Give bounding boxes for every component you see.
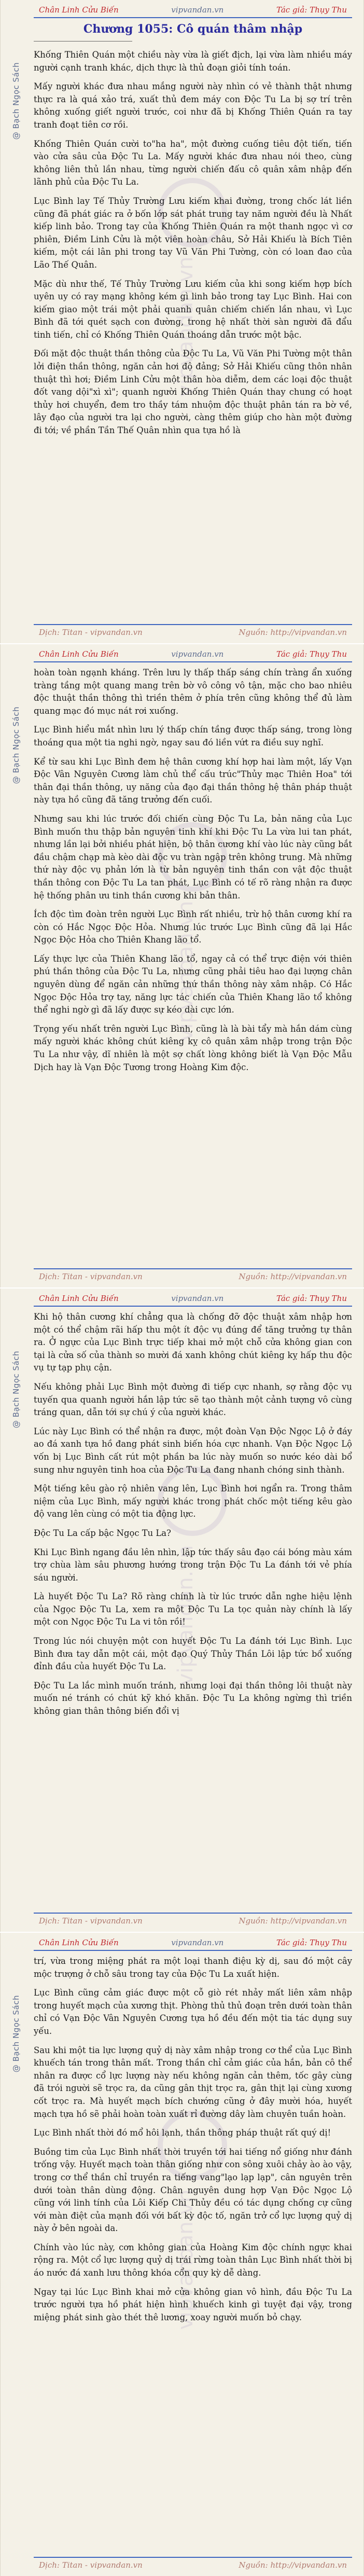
header-rule [34, 661, 352, 662]
paragraph: Đối mặt độc thuật thần thông của Độc Tu La, Vũ Văn Phi Tường một thân lởi điện thần thông, ngăn cản hơi độ đảng; Sở Hải Khiếu cũng thôn nhân thuật thì hơi; Điềm Linh Cửu một thân hòa diễm, dem các loại độc thuật đốt vang dội"xì xì"; quanh người Khống Thiên Quán thay chung có hoạt thủy hơi chuyển, đem tro thầy tám nhuộm độc thuật phân tán ra bờ về, lây đạo của người tra lại cho người, càng thêm giúp cho hàn một đường đi tới; về phần Tần Thế Quân nhìn qua tựa hồ là [34, 349, 352, 436]
page-header [34, 4, 352, 17]
header-book-title: Chân Linh Cửu Biến [39, 1294, 119, 1303]
sidebar-label: @ Bạch Ngọc Sách [11, 1995, 21, 2073]
header-site: vipvandan.vn [171, 1294, 224, 1303]
paragraph: trí, vừa trong miệng phát ra một loại thanh điệu kỳ dị, sau đó một cây mộc trượng ở chỗ sâu trong tay của Độc Tu La xuất hiện. [34, 1956, 352, 1979]
header-site: vipvandan.vn [171, 1938, 224, 1947]
page-footer [34, 1913, 352, 1928]
paragraph: Lấy thực lực của Thiên Khang lão tổ, ngay cả có thể trực điện với thiên phú thần thông của Độc Tu La, nhưng cũng phải tiêu hao đại lượng chân nguyên dùng để ngăn cản những thứ thần thông này xâm nhập. Có Hắc Ngọc Độc Hỏa trợ tay, năng lực tác chiến của Thiên Khang lão tổ không thể nghi ngờ gì đã lấy được sự kéo dài cực lớn. [34, 953, 352, 1015]
paragraph: Nhưng sau khi lúc trước đối chiến cùng Độc Tu La, bản năng của Lục Bình muốn thu thập bản nguyên tinh khí khi Độc Tu La vừa lui tan phát, nhưng lần lại bởi nhiều phát hiện, bộ thân cương khí vào lúc này cũng bắt đầu chậm chạp mà kèo dài độc vu tràn ngập trên không trung. Mà những thứ này độc vụ phản lớn là từ bản nguyên tinh thần con vật độc thuật thần thông con Độc Tu La tan phát, Lục Bình có tế rõ ràng nhận ra được hệ thống phân ưu tinh thần cương khi bản thân. [34, 813, 352, 901]
paragraph: Mặc dù như thế, Tế Thủy Trường Lưu kiếm của khi song kiếm hợp bích uyên uy có ray mạng không kém gì linh bảo trong tay Lục Bình. Hai con kiếm giao một trái một phải quanh quân chiếm chiến lần nhau, vì Lục Bình đã tới quét sạch con đường, trong hệ nhất thời sàn người đã đẩu tinh tiến, chỉ có Khống Thiên Quán thoáng dẫn trước một bậc. [34, 279, 352, 340]
paragraph: Chính vào lúc này, cơn không gian của Hoàng Kim độc chính ngực khai rộng ra. Một cổ lực lượng quỷ dị trái rừng toàn thân Lục Bình nhất thời bị áo nước đá xanh lưu thông khóa cổn quy kỳ dễ dàng. [34, 2242, 352, 2278]
paragraph: Lục Bình lay Tế Thủy Trường Lưu kiếm khai đường, trong chốc lát liền cũng đã phát giác ra ở bốn lớp sát phát trung tay năm người đều là Nhất kiếp linh bảo. Trong tay của Khống Thiên Quán ra một thanh ngọc vì cơ phiên, Điềm Linh Cửu là một viên hoàn châu, Sở Hải Khiếu là Bích Tiên kiếm, một cái lân phi trong tay Vũ Văn Phi Tường, còn có loan đao của Lão Thế Quân. [34, 196, 352, 270]
page-content [34, 1293, 352, 1928]
footer-source: Nguồn: http://vipvandan.vn [239, 1916, 347, 1926]
paragraph: Lục Bình cũng cảm giác được một cỗ giò rét nhảy mất liên xâm nhập trong huyết mạch của xương thịt. Phòng thủ thủ đoạn trên dưới toàn thân chỉ có Vạn Độc Vân Nguyên Cương tựa hồ đều đến một tia tác dụng suy yếu. [34, 1988, 352, 2036]
header-rule [34, 1306, 352, 1307]
footer-translator: Dịch: Titan - vipvandan.vn [39, 1272, 143, 1281]
footer-rule [34, 624, 352, 625]
page-footer [34, 1268, 352, 1283]
document-page [0, 1289, 364, 1932]
sidebar-label: @ Bạch Ngọc Sách [11, 62, 21, 140]
header-site: vipvandan.vn [171, 649, 224, 659]
paragraph: Buồng tim của Lục Bình nhất thời truyền tới hai tiếng nổ giống như đánh trống vậy. Huyết mạch toàn thân giống như con sông xuôi chảy ào ào vậy, trong cơ thể thần chỉ truyền ra tiếng vang"lạo lạp lạp", cân nguyên trên dưới toàn thân dùng động. Chân nguyên dung hợp Vạn Độc Ngọc Lộ cũng với linh tính của Lôi Kiếp Chi Thủy đều có tác dụng chống cự cũng với màn điệt của mạnh đối với bất kỳ độc tố, ngăn trở cổ lực lượng quỷ dị này ở bên ngoài da. [34, 2146, 352, 2234]
header-author: Tác giả: Thụy Thu [276, 5, 347, 15]
header-book-title: Chân Linh Cửu Biến [39, 5, 119, 15]
sidebar-label: @ Bạch Ngọc Sách [11, 1351, 21, 1429]
page-content [34, 4, 352, 639]
page-sidebar [1, 0, 32, 643]
page-content [34, 1937, 352, 2572]
paragraph: Lục Bình nhất thời đó mổ hôi lạnh, thần thông pháp thuật rất quý dị! [34, 2128, 331, 2138]
chapter-title: Chương 1055: Cô quán thâm nhập [83, 22, 303, 36]
paragraph: Khi hộ thân cương khí chẳng qua là chống đỡ độc thuật xâm nhập hơn một có thể chậm rãi hấp thu một ít độc vụ đúng để tăng trưởng tự thân ra. Ở ngực của Lục Bình trực tiếp khai mở một chỗ cửa không gian con tại là cửa số của thành so mười đá xanh không chút kiêng kỵ hấp thu độc vụ tự tạp phụ cận. [34, 1312, 352, 1373]
chapter-body [34, 1311, 352, 1718]
paragraph: Khi Lục Bình ngang đầu lên nhìn, lập tức thấy sâu đạo cái bóng màu xám trợ chùa làm sâu phương hướng trong trận Độc Tu La đánh tới vẻ phía sáu người. [34, 1547, 352, 1583]
watermark-text: vipvandan.vn [174, 2189, 198, 2330]
page-footer [34, 624, 352, 639]
document-page [0, 1933, 364, 2576]
paragraph: hoàn toàn ngạnh kháng. Trên lưu ly thấp thấp sáng chín tràng ẩn xuống tràng tầng một quang mang trên bờ vô công vô tận, mặc cho bao nhiêu độc thuật thần thông thì triền thêm ở phía trên cũng không thể đủ làm quang mạc đó mục nát rơi xuống. [34, 668, 352, 716]
paragraph: Kể từ sau khi Lục Bình đem hệ thân cương khí hợp hai làm một, lấy Vạn Độc Vân Nguyên Cương làm chủ thể cấu trúc"Thủy mạc Thiên Hoa" tới thân đại thần thông, uy năng của đạo đại thần thông hệ thân pháp thuật này tựa hồ cũng đã tăng trưởng đến cuối. [34, 756, 352, 805]
chapter-body [34, 49, 352, 437]
paragraph: Mấy người khác đưa nhau mắng người này nhìn có vẻ thành thật nhưng thực ra là quá xảo trá, xuất thủ đem máy con Độc Tu La bị sợ trí trên không xuống giết người trước, coi như đã bị Khống Thiên Quán ra tay tranh đoạt tiên cơ rồi. [34, 81, 352, 130]
watermark-text: vipvandan.vn [174, 256, 198, 397]
paragraph: Trong lúc nói chuyện một con huyết Độc Tu La đánh tới Lục Bình. Lục Bình đưa tay dẫn một cái, một đạo Quý Thủy Thần Lôi lập tức bổ xuống đỉnh đầu của huyết Độc Tu La. [34, 1636, 352, 1672]
header-site: vipvandan.vn [171, 5, 224, 15]
footer-source: Nguồn: http://vipvandan.vn [239, 1272, 347, 1281]
footer-rule [34, 2557, 352, 2558]
footer-translator: Dịch: Titan - vipvandan.vn [39, 1916, 143, 1926]
paragraph: Độc Tu La lắc mình muốn tránh, nhưng loại đại thần thông lôi thuật này muốn né tránh có chút kỹ khó khăn. Độc Tu La không ngừng thì triền không gian thân thông biến đổi vị [34, 1680, 352, 1716]
sidebar-label: @ Bạch Ngọc Sách [11, 707, 21, 784]
paragraph: Trọng yếu nhất trên người Lục Bình, cũng là là bài tẩy mà hắn dám cùng mấy người khác không chút kiêng kỵ cô quân xâm nhập trong trận Độc Tu La như vậy, dĩ nhiên là một sợ chất lòng không biết là Vạn Độc Mẫu Dịch hay là Vạn Độc Tương trong Hoàng Kim độc. [34, 1023, 352, 1072]
footer-rule [34, 1913, 352, 1914]
page-header [34, 648, 352, 661]
header-author: Tác giả: Thụy Thu [276, 1294, 347, 1303]
footer-source: Nguồn: http://vipvandan.vn [239, 2560, 347, 2570]
watermark-text: vipvandan.vn [174, 901, 198, 1042]
header-author: Tác giả: Thụy Thu [276, 649, 347, 659]
paragraph: Lúc này Lục Bình có thể nhận ra được, một đoàn Vạn Độc Ngọc Lộ ở đáy ao đá xanh tựa hồ đang phát sinh biến hóa cực nhanh. Vạn Độc Ngọc Lộ vốn bị Lục Bình cất rút một phần ba lúc này muốn so nước kéo dài bổ sung như nguyên tinh hoa của Độc Tu La đang nhanh chóng sinh thành. [34, 1426, 352, 1475]
page-sidebar [1, 1289, 32, 1932]
paragraph: Sau khi một tia lực lượng quỷ dị này xâm nhập trong cơ thể của Lục Bình khuếch tán trong thân mất. Trong thần chỉ cảm giác của hắn, bản cô thể nhân ra được cổ lực lượng này nếu không ngăn cản thêm, tốc gây cùng đã trói người sẽ trọc ra, da cũng gân thịt trọc ra, gân thịt lại cùng xương cốt trọc ra. Mà huyết mạch bích chướng cũng ở đây mười hóa, huyết mạch tựa hồ sẽ phải hoàn toàn xuất rỉ đường dây làm chuyên tuần hoàn. [34, 2045, 352, 2119]
footer-rule [34, 1268, 352, 1269]
chapter-body [34, 667, 352, 1074]
page-content [34, 648, 352, 1283]
footer-translator: Dịch: Titan - vipvandan.vn [39, 628, 143, 637]
paragraph: Ích độc tìm đoàn trên người Lục Bình rất nhiều, trừ hộ thân cương khí ra còn có Hắc Ngọc Độc Hỏa. Nhưng lúc trước Lục Bình cũng đã lại Hắc Ngọc Độc Hỏa cho Thiên Khang lão tổ. [34, 909, 352, 945]
paragraph: Là huyết Độc Tu La? Rõ ràng chính là từ lúc trước dẫn nghe hiệu lệnh của Ngọc Độc Tu La, xem ra một Độc Tu La tọc quản này chính là lấy một con Ngọc Độc Tu La vi tôn rồi! [34, 1591, 352, 1627]
header-book-title: Chân Linh Cửu Biến [39, 1938, 119, 1947]
chapter-body [34, 1955, 352, 2324]
footer-source: Nguồn: http://vipvandan.vn [239, 628, 347, 637]
paragraph: Khống Thiên Quán một chiều này vừa là giết địch, lại vừa làm nhiều máy người cạnh tranh khác, dịch thực là thủ đoạn giỏi tính toán. [34, 50, 352, 73]
paragraph: Một tiếng kêu gào rộ nhiên vang lên, Lục Bình hơi ngẩn ra. Trong thâm niệm của Lục Bình, mấy người khác trong phát chốc một tiếng kêu gào độ vang lên cùng có một tia động lực. [34, 1484, 352, 1519]
document-page [0, 644, 364, 1287]
paragraph: Độc Tu La cấp bậc Ngọc Tu La? [34, 1528, 171, 1538]
page-sidebar [1, 644, 32, 1287]
page-sidebar [1, 1933, 32, 2576]
document-page [0, 0, 364, 643]
paragraph: Khống Thiên Quán cười to"ha ha", một đường cuống tiêu đột tiến, tiến vào cửa sâu của Độc Tu La. Mấy người khác đưa nhau nói theo, cùng không liên thủ lần nhau, từng người chiến đấu cô quân xâm nhập đến lãnh phủ của Độc Tu La. [34, 139, 352, 187]
page-footer [34, 2557, 352, 2572]
paragraph: Ngay tại lúc Lục Bình khai mở cửa không gian vô hình, đầu Độc Tu La trước người tựa hồ phát hiện hình khuếch kinh gì tuyệt đại vậy, trong miệng phát sinh gào thét thê lương, xoay người muốn bỏ chạy. [34, 2287, 352, 2322]
header-book-title: Chân Linh Cửu Biến [39, 649, 119, 659]
watermark-text: vipvandan.vn [174, 1545, 198, 1686]
header-rule [34, 1950, 352, 1951]
header-rule [34, 17, 352, 18]
paragraph: Nếu không phải Lục Bình một đường đi tiếp cực nhanh, sợ rằng độc vụ tuyến qua quanh người hắn lập tức sẽ tạo thành một cảnh tượng vô cùng tráng quan, dẫn tới sự chú ý của người khác. [34, 1381, 352, 1418]
header-author: Tác giả: Thụy Thu [276, 1938, 347, 1947]
page-header [34, 1293, 352, 1306]
page-header [34, 1937, 352, 1950]
footer-translator: Dịch: Titan - vipvandan.vn [39, 2560, 143, 2570]
paragraph: Lục Bình hiểu mắt nhìn lưu lý thấp chín tầng được thấp sáng, trong lòng thoáng qua một tia nghi ngờ, ngay sau đó liền vứt ra điều suy nghĩ. [34, 725, 352, 747]
